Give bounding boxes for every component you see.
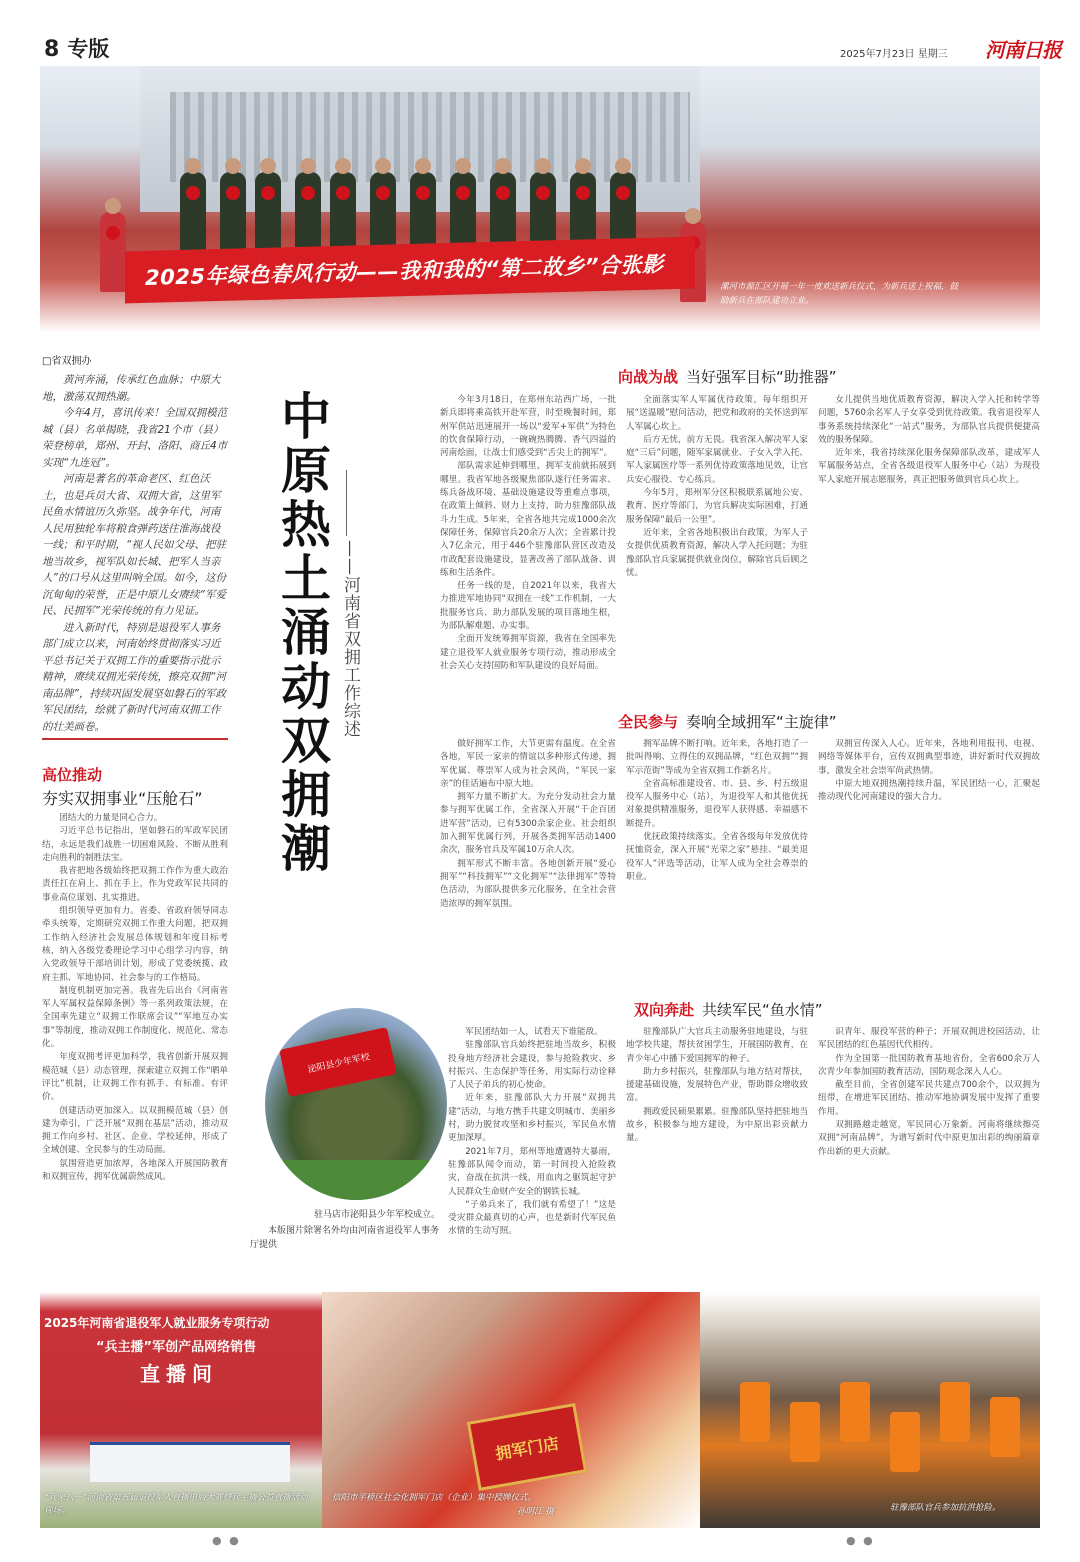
photo-caption: 驻马店市泌阳县少年军校成立。 本版图片除署名外均由河南省退役军人事务厅提供	[250, 1210, 440, 1250]
subtitle-rule	[346, 470, 347, 536]
photo-caption: “兵来八一”河南省第五届退役军人直播电商大赛暨兵主播公益直播活动现场。	[44, 1493, 308, 1516]
hero-photo	[40, 66, 1040, 332]
article-column: 全面落实军人军属优待政策，每年组织开展“送温暖”慰问活动，把党和政府的关怀送到军人军属心坎上。 后方无忧，前方无畏。我省深入解决军人家庭“三后”问题，随军家属就业、子女入学入托、军人家属医疗等一系列优待政策落地见效，让官兵安心服役、专心练兵。 今年5月，郑州军分区积极联系属地公安、教育、医疗等部门，为官兵解决实际困难，打通服务保障“最后一公里”。 近年来，全省各地积极出台政策，为军人子女提供优质教育资源，解决入学入托问题；为驻豫部队官兵家属提供就业岗位，解除官兵后顾之忧。	[626, 395, 808, 578]
livestream-photo: 2025年河南省退役军人就业服务专项行动 “兵主播”军创产品网络销售 直播间 “兵来八一”河南省第五届退役军人直播电商大赛暨兵主播公益直播活动现场。	[40, 1292, 325, 1528]
page-subtitle: ——河南省双拥工作综述	[340, 540, 360, 738]
intro-text: 黄河奔涌，传承红色血脉；中原大地，激荡双拥热潮。 今年4月，喜讯传来！全国双拥模范城（县）名单揭晓，我省21个市（县）荣登榜单，郑州、开封、洛阳、商丘4市实现“九连冠”。 河南是著名的革命老区、红色沃土，也是兵员大省、双拥大省，这里军民鱼水情谊历久弥坚。战争年代，河南人民用独轮车将粮食弹药送往淮海战役一线；和平时期，“视人民如父母、把驻地当故乡，视军队如长城、把军人当亲人”的口号从这里叫响全国。如今，这份沉甸甸的荣誉，正是中原儿女赓续“军爱民、民拥军”光荣传统的有力见证。 进入新时代，特别是退役军人事务部门成立以来，河南始终贯彻落实习近平总书记关于双拥工作的重要指示批示精神，赓续双拥光荣传统，擦亮双拥“河南品牌”，持续巩固发展坚如磐石的军政军民团结，绘就了新时代河南双拥工作的壮美画卷。	[42, 374, 228, 733]
article-column: 军民团结如一人，试看天下谁能敌。 驻豫部队官兵始终把驻地当故乡，积极投身地方经济社会建设，参与抢险救灾、乡村振兴、生态保护等任务，用实际行动诠释了人民子弟兵的初心使命。 近年来，驻豫部队大力开展“双拥共建”活动，与地方携手共建文明城市、美丽乡村，助力脱贫攻坚和乡村振兴，军民鱼水情更加深厚。 2021年7月，郑州等地遭遇特大暴雨，驻豫部队闻令而动，第一时间投入抢险救灾，奋战在抗洪一线，用血肉之躯筑起守护人民群众生命财产安全的钢铁长城。 “子弟兵来了，我们就有希望了！”这是受灾群众最真切的心声，也是新时代军民鱼水情的生动写照。	[448, 1027, 616, 1237]
article-column: 今年3月18日，在郑州东站西广场，一批新兵即将乘高铁开赴军营，时至晚餐时间，郑州军供站迅速展开一场以“爱军+军供”为特色的饮食保障行动，一碗碗热腾腾、香气四溢的河南烩面，让战士们感受到“舌尖上的拥军”。 部队需求延伸到哪里，拥军支前就拓展到哪里。我省军地各级聚焦部队遂行任务需求、练兵备战环境、基础设施建设等重难点事项，在政策上倾斜、财力上支持，助力驻豫部队战斗力生成。5年来，全省各地共完成1000余次保障任务，保障官兵20余万人次；全省累计投入7亿余元，用于446个驻豫部队营区改造及市政配套设施建设，显著改善了部队战备、训练和生活条件。 任务一线的是，自2021年以来，我省大力推进军地协同“双拥在一线”工作机制，一大批服务官兵、助力部队发展的项目落地生根，为部队解难题、办实事。 全面开发统筹拥军资源，我省在全国率先建立退役军人就业服务专项行动，推动形成全社会关心支持国防和军队建设的良好局面。	[440, 395, 616, 671]
section-heading: 向战为战 当好强军目标“助推器”	[618, 368, 837, 386]
article-column: 双拥宣传深入人心。近年来，各地利用报刊、电视、网络等媒体平台，宣传双拥典型事迹，讲好新时代双拥故事，激发全社会崇军尚武热情。 中原大地双拥热潮持续升温，军民团结一心，汇聚起推动现代化河南建设的强大合力。	[818, 739, 1040, 803]
newspaper-logo: 河南日报	[985, 38, 1061, 62]
article-column: 识青年、服役军营的种子；开展双拥进校园活动，让军民团结的红色基因代代相传。 作为全国第一批国防教育基地省份，全省600余万人次青少年参加国防教育活动，国防观念深入人心。 截至目前，全省创建军民共建点700余个，以双拥为纽带，在增进军民团结、推动军地协调发展中发挥了重要作用。 双拥路越走越宽，军民同心万象新。河南将继续擦亮双拥“河南品牌”，为谱写新时代中原更加出彩的绚丽篇章作出新的更大贡献。	[818, 1027, 1040, 1157]
flood-rescue-photo	[700, 1292, 1040, 1528]
section-headline: 夯实双拥事业“压舱石”	[42, 789, 203, 808]
article-column: 拥军品牌不断打响。近年来，各地打造了一批叫得响、立得住的双拥品牌，“红色双拥”“拥军示范街”等成为全省双拥工作新名片。 全省高标准建设省、市、县、乡、村五级退役军人服务中心（站），为退役军人和其他优抚对象提供精准服务，退役军人获得感、幸福感不断提升。 优抚政策持续落实。全省各级每年发放优待抚恤资金，深入开展“光荣之家”悬挂、“最美退役军人”评选等活动，让军人成为全社会尊崇的职业。	[626, 739, 808, 882]
article-column: 团结大的力量是同心合力。 习近平总书记指出，坚如磐石的军政军民团结，永远是我们战胜一切困难风险、不断从胜利走向胜利的制胜法宝。 我省把地各级始终把双拥工作作为重大政治责任扛在肩上、抓在手上，作为党政军民共同的事业高位谋划、扎实推进。 组织领导更加有力。省委、省政府领导同志牵头统筹，定期研究双拥工作重大问题，把双拥工作纳入经济社会发展总体规划和年度目标考核，纳入各级党委理论学习中心组学习内容，纳入党政领导干部培训计划，形成了党委统揽、政府主抓、军地协同、社会参与的工作格局。 制度机制更加完善。我省先后出台《河南省军人军属权益保障条例》等一系列政策法规，在全国率先建立“双拥工作联席会议”“军地互办实事”等制度，推动双拥工作制度化、规范化、常态化。 年度双拥考评更加科学，我省创新开展双拥模范城（县）动态管理，探索建立双拥工作“晒单评比”机制，让双拥工作有抓手、有标准、有评价。 创建活动更加深入。以双拥模范城（县）创建为牵引，广泛开展“双拥在基层”活动，推动双拥工作向乡村、社区、企业、学校延伸，形成了全域创建、全民参与的生动局面。 氛围营造更加浓厚，各地深入开展国防教育和双拥宣传，拥军优属蔚然成风。	[42, 813, 228, 1183]
page-dots: ● ●	[846, 1534, 875, 1547]
hero-banner: 2025年绿色春风行动——我和我的“第二故乡”合张影	[125, 237, 695, 304]
photo-author: 孙明江 摄	[517, 1507, 554, 1517]
article-column: 驻豫部队广大官兵主动服务驻地建设，与驻地学校共建，帮扶贫困学生，开展国防教育，在青少年心中播下爱国拥军的种子。 助力乡村振兴，驻豫部队与地方结对帮扶，援建基础设施，发展特色产业，帮助群众增收致富。 拥政爱民硕果累累。驻豫部队坚持把驻地当故乡，积极参与地方建设，为中原出彩贡献力量。	[626, 1027, 808, 1144]
page-number: 8 专版	[44, 37, 110, 62]
section-heading: 全民参与 奏响全域拥军“主旋律”	[618, 713, 837, 731]
page-title: 中原热土涌动双拥潮	[273, 390, 331, 876]
section-kicker: 高位推动	[42, 766, 103, 784]
article-column: 做好拥军工作，大节更需有温度。在全省各地，军民一家亲的情谊以多种形式传递，拥军优属、尊崇军人成为社会风尚，“军民一家亲”的佳话遍布中原大地。 拥军力量不断扩大。为充分发动社会力量参与拥军优属工作，全省深入开展“千企百团进军营”活动，已有5300余家企业、社会组织加入拥军优属行列，开展各类拥军活动1400余次，服务官兵及军属10万余人次。 拥军形式不断丰富。各地创新开展“爱心拥军”“科技拥军”“文化拥军”“法律拥军”等特色活动，为部队提供多元化服务，在全社会营造浓厚的拥军氛围。	[440, 739, 616, 909]
store-plaque-photo: 拥军门店 信阳市平桥区社会化拥军门店（企业）集中授牌仪式。 孙明江 摄	[322, 1292, 702, 1528]
page-dots: ● ●	[212, 1534, 241, 1547]
section-heading: 双向奔赴 共续军民“鱼水情”	[634, 1001, 823, 1019]
cadet-school-photo: 泌阳县少年军校	[265, 1008, 447, 1200]
hero-caption: 漯河市源汇区开展一年一度欢送新兵仪式，为新兵送上祝福，鼓励新兵在部队建功立业。	[720, 282, 959, 306]
section-name: 专版	[67, 37, 110, 61]
divider	[42, 738, 228, 740]
author-tag: □省双拥办	[42, 356, 92, 367]
photo-caption: 信阳市平桥区社会化拥军门店（企业）集中授牌仪式。	[332, 1493, 537, 1503]
article-column: 女儿提供当地优质教育资源，解决入学入托和转学等问题，5760余名军人子女享受到优待政策。我省退役军人事务系统持续深化“一站式”服务，为部队官兵提供便捷高效的服务保障。 近年来，我省持续深化服务保障部队改革，建成军人军属服务站点，全省各级退役军人服务中心（站）为现役军人家庭开展志愿服务，真正把服务做到官兵心坎上。	[818, 395, 1040, 485]
issue-date: 2025年7月23日 星期三	[840, 49, 948, 60]
photo-caption: 驻豫部队官兵参加抗洪抢险。	[890, 1503, 1001, 1513]
photo-credit: 本版图片除署名外均由河南省退役军人事务厅提供	[250, 1226, 440, 1250]
